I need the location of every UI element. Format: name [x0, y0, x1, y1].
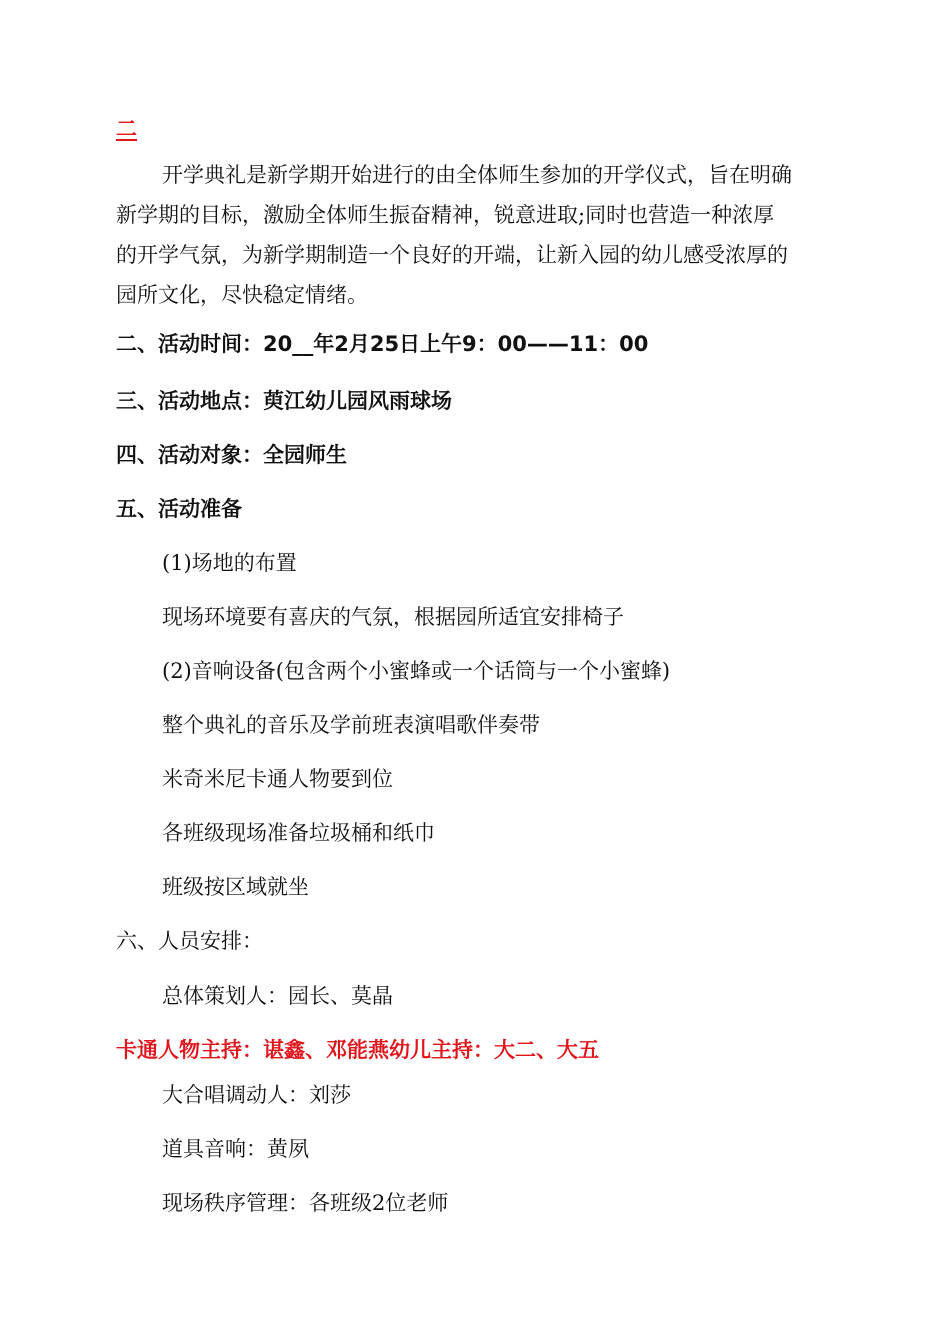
staff-order: 现场秩序管理：各班级2位老师 [162, 1191, 449, 1215]
intro-paragraph [116, 155, 836, 315]
prep-item-music: 整个典礼的音乐及学前班表演唱歌伴奏带 [162, 713, 540, 737]
prep-item-venue-detail: 现场环境要有喜庆的气氛，根据园所适宜安排椅子 [162, 605, 624, 629]
prep-item-seating: 班级按区域就坐 [162, 875, 309, 899]
prep-item-audio: (2)音响设备(包含两个小蜜蜂或一个话筒与一个小蜜蜂) [162, 659, 671, 683]
activity-time-heading: 二、活动时间：20__年2月25日上午9：00——11：00 [116, 332, 649, 356]
activity-audience-heading: 四、活动对象：全园师生 [116, 443, 347, 467]
staff-heading: 六、人员安排： [116, 929, 263, 953]
intro-line-1: 开学典礼是新学期开始进行的由全体师生参加的开学仪式，旨在明确 [162, 163, 792, 187]
staff-planner: 总体策划人：园长、莫晶 [162, 984, 393, 1008]
activity-prep-heading: 五、活动准备 [116, 497, 242, 521]
prep-item-bins: 各班级现场准备垃圾桶和纸巾 [162, 821, 435, 845]
prep-item-characters: 米奇米尼卡通人物要到位 [162, 767, 393, 791]
intro-line-2: 新学期的目标，激励全体师生振奋精神，锐意进取;同时也营造一种浓厚 [116, 203, 775, 227]
staff-props: 道具音响：黄夙 [162, 1137, 309, 1161]
intro-line-3: 的开学气氛，为新学期制造一个良好的开端，让新入园的幼儿感受浓厚的 [116, 243, 788, 267]
intro-line-4: 园所文化，尽快稳定情绪。 [116, 283, 368, 307]
activity-place-heading: 三、活动地点：萸江幼儿园风雨球场 [116, 389, 452, 413]
staff-hosts: 卡通人物主持：谌鑫、邓能燕幼儿主持：大二、大五 [116, 1038, 599, 1062]
staff-choir: 大合唱调动人：刘莎 [162, 1083, 351, 1107]
prep-item-venue: (1)场地的布置 [162, 551, 297, 575]
section-heading-mark: 二 [116, 117, 137, 141]
